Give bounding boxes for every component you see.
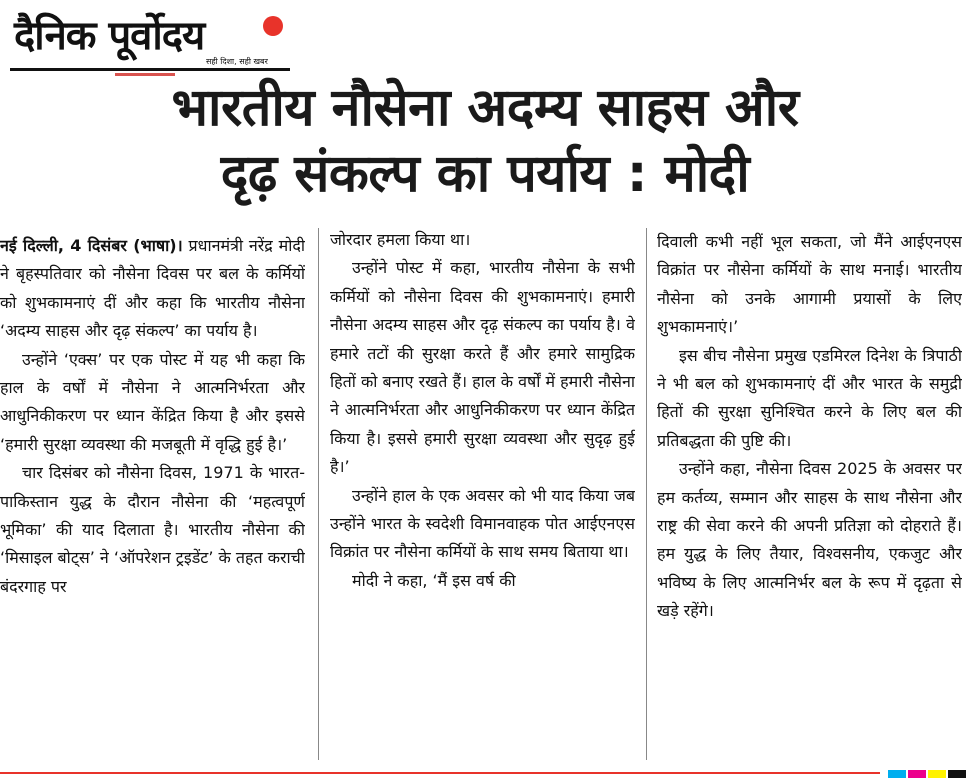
registration-marks <box>888 770 966 778</box>
article-paragraph: उन्होंने कहा, नौसेना दिवस 2025 के अवसर पर हम कर्तव्य, सम्मान और साहस के साथ नौसेना और राष्ट्र की सेवा करने की अपनी प्रतिज्ञा को दोहराते हैं। हम युद्ध के लिए तैयार, विश्वसनीय, एकजुट और भविष्य के लिए आत्मनिर्भर बल के रूप में दृढ़ता से खड़े रहेंगे। <box>657 459 962 621</box>
article-paragraph: जोरदार हमला किया था। <box>330 230 471 249</box>
article-paragraph <box>0 232 305 346</box>
logo-dot-icon <box>263 16 283 36</box>
article-paragraph: उन्होंने ‘एक्स’ पर एक पोस्ट में यह भी कहा कि हाल के वर्षों में नौसेना ने आत्मनिर्भरता और आधुनिकीकरण पर ध्यान केंद्रित किया है और इससे ‘हमारी सुरक्षा व्यवस्था की मजबूती में वृद्धि हुई है।’ <box>0 349 305 454</box>
masthead-rule <box>10 68 290 71</box>
masthead <box>10 4 290 76</box>
article-paragraph: उन्होंने हाल के एक अवसर को भी याद किया जब उन्होंने भारत के स्वदेशी विमानवाहक पोत आईएनएस विक्रांत पर नौसेना कर्मियों के साथ समय बिताया था। <box>330 485 635 562</box>
article-paragraph: उन्होंने पोस्ट में कहा, भारतीय नौसेना के सभी कर्मियों को नौसेना दिवस की शुभकामनाएं। हमारी नौसेना अदम्य साहस और दृढ़ संकल्प का पर्याय है। वे हमारे तटों की सुरक्षा करते हैं और हमारे सामुद्रिक हितों को बनाए रखते हैं। हाल के वर्षों में हमारी नौसेना ने आत्मनिर्भरता और आधुनिकीकरण पर ध्यान केंद्रित किया है। इससे हमारी सुरक्षा व्यवस्था और सुदृढ़ हुई है।’ <box>330 258 635 477</box>
headline-line-2: दृढ़ संकल्प का पर्याय : मोदी <box>220 144 750 204</box>
headline-line-1: भारतीय नौसेना अदम्य साहस और <box>171 78 799 138</box>
article-paragraph: चार दिसंबर को नौसेना दिवस, 1971 के भारत-पाकिस्तान युद्ध के दौरान नौसेना की ‘महत्वपूर्ण भूमिका’ की याद दिलाता है। भारतीय नौसेना की ‘मिसाइल बोट्स’ ने ‘ऑपरेशन ट्रइडेंट’ के तहत कराची बंदरगाह पर <box>0 463 305 596</box>
footer-rule <box>0 772 880 774</box>
cyan-swatch <box>888 770 906 778</box>
newspaper-name: दैनिक पूर्वोदय <box>14 13 205 59</box>
article-paragraph: दिवाली कभी नहीं भूल सकता, जो मैंने आईएनएस विक्रांत पर नौसेना कर्मियों के साथ मनाई। भारतीय नौसेना को उनके आगामी प्रयासों के लिए शुभकामनाएं।’ <box>657 232 962 337</box>
article-paragraph: इस बीच नौसेना प्रमुख एडमिरल दिनेश के त्रिपाठी ने भी बल को शुभकामनाएं दीं और भारत के समुद्री हितों की सुरक्षा सुनिश्चित करने के लिए बल की प्रतिबद्धता की पुष्टि की। <box>657 345 962 450</box>
article-column-1 <box>0 232 305 762</box>
headline <box>60 75 910 207</box>
column-divider <box>318 228 319 760</box>
article-column-2 <box>330 226 635 756</box>
paragraph-text: प्रधानमंत्री नरेंद्र मोदी ने बृहस्पतिवार को नौसेना दिवस पर बल के कर्मियों को शुभकामनाएं दीं और कहा कि भारतीय नौसेना ‘अदम्य साहस और दृढ़ संकल्प’ का पर्याय है। <box>0 236 305 341</box>
newspaper-tagline: सही दिशा, सही खबर <box>206 57 268 66</box>
column-divider <box>646 228 647 760</box>
yellow-swatch <box>928 770 946 778</box>
black-swatch <box>948 770 966 778</box>
article-column-3 <box>657 228 962 758</box>
dateline: नई दिल्ली, 4 दिसंबर (भाषा)। <box>0 236 183 255</box>
magenta-swatch <box>908 770 926 778</box>
article-paragraph: मोदी ने कहा, ‘मैं इस वर्ष की <box>352 570 516 590</box>
